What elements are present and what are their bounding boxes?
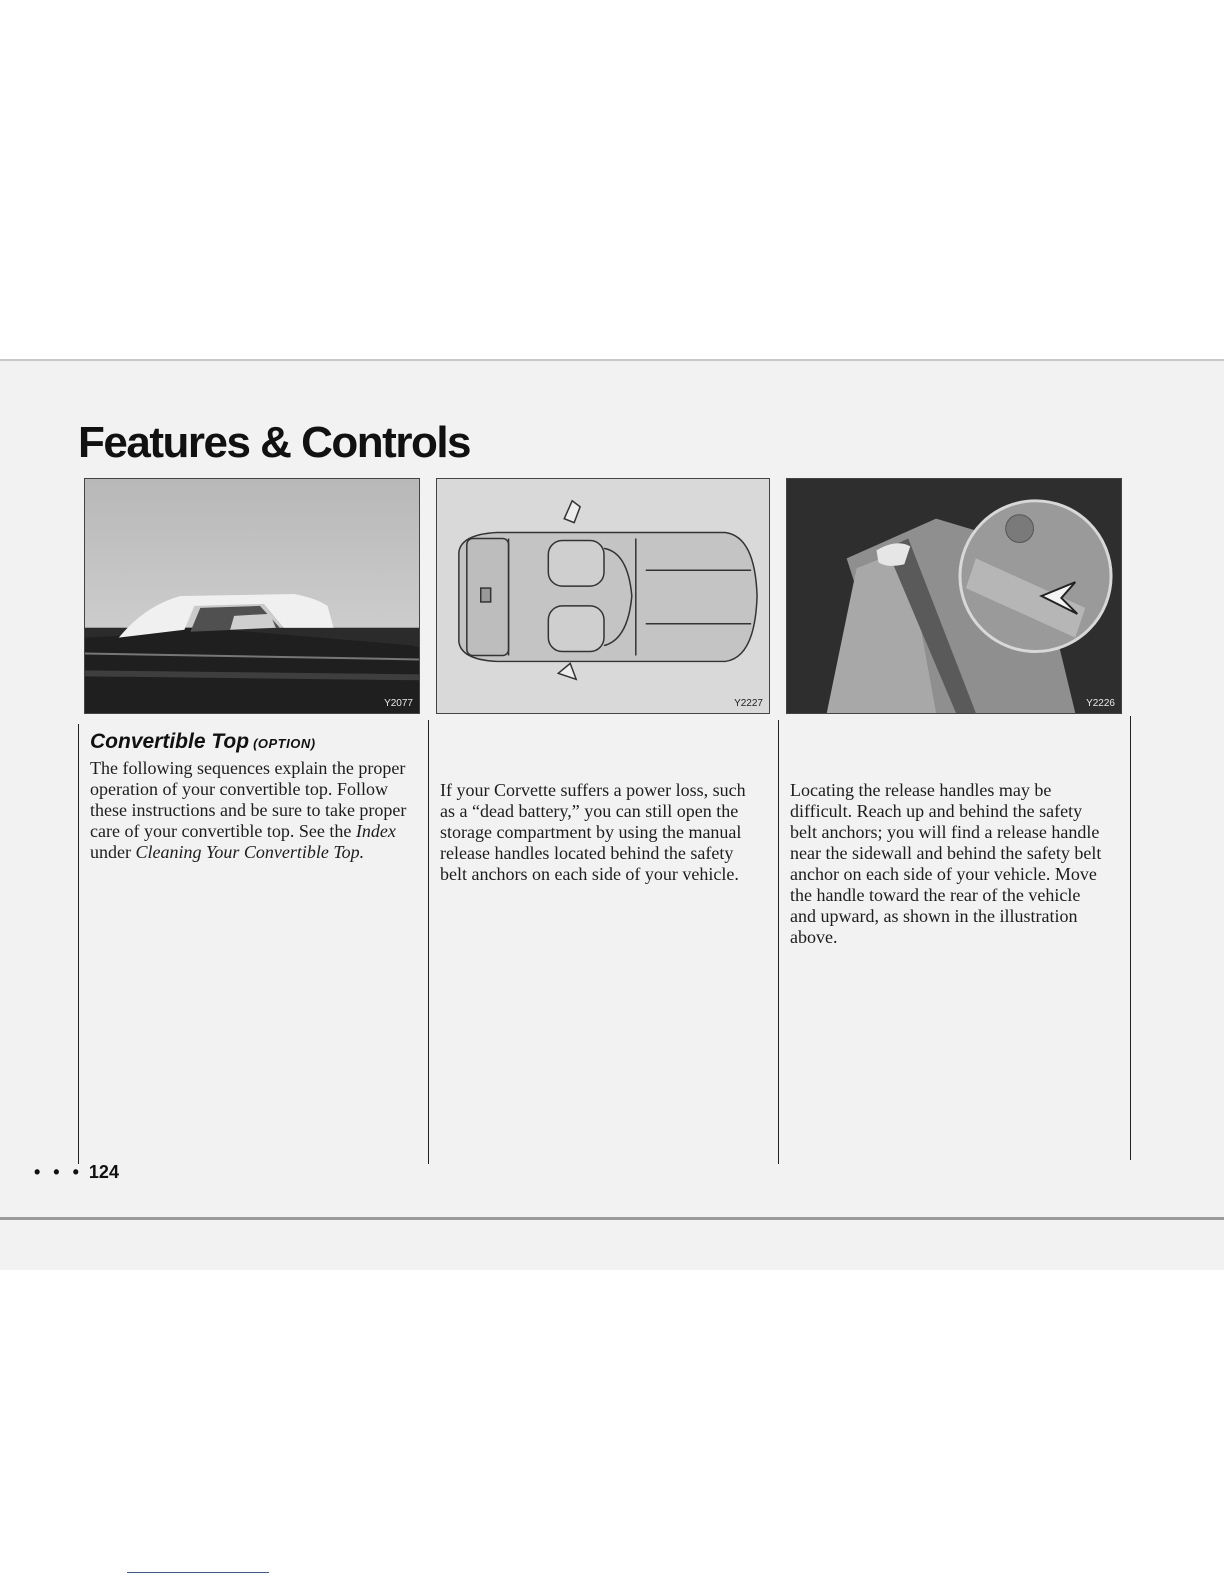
- section-title: [90, 730, 316, 754]
- page-number-value: 124: [88, 1162, 119, 1182]
- column-2-text: If your Corvette suffers a power loss, such as a “dead battery,” you can still open the storage compartment by using the manual release handles located behind the safety belt anchors on each side of your vehicle.: [440, 780, 746, 884]
- column-rule: [1130, 716, 1131, 1160]
- bottom-link-line: [127, 1572, 269, 1573]
- figure-vehicle-top-view: [436, 478, 770, 714]
- column-3-text: Locating the release handles may be difficult. Reach up and behind the safety belt anchors; you will find a release handle near the sidewall and behind the safety belt anchor on each side of your vehicle. Move the handle toward the rear of the vehicle and upward, as shown in the illustration above.: [790, 780, 1102, 947]
- figure-code: Y2227: [734, 698, 763, 709]
- column-rule: [778, 720, 779, 1164]
- col1-body: The following sequences explain the proper operation of your convertible top. Follow these instructions and be sure to take proper care of your convertible top. See the: [90, 758, 407, 841]
- column-rule: [78, 724, 79, 1164]
- figure-convertible-top: [84, 478, 420, 714]
- section-title-option: (OPTION): [253, 736, 316, 751]
- cleaning-reference: Cleaning Your Convertible Top.: [135, 842, 365, 862]
- index-reference: Index: [355, 821, 396, 841]
- figure-code: Y2226: [1086, 698, 1115, 709]
- top-rule: [0, 359, 1224, 361]
- col1-under: under: [90, 842, 136, 862]
- column-1-text: [90, 758, 408, 863]
- page-title: Features & Controls: [78, 418, 471, 467]
- column-rule: [428, 720, 429, 1164]
- section-title-text: Convertible Top: [90, 730, 250, 753]
- vehicle-top-view-diagram: [437, 479, 769, 713]
- release-handle-illustration: [787, 479, 1121, 713]
- figure-code: Y2077: [384, 698, 413, 709]
- convertible-top-illustration: [85, 479, 419, 713]
- figure-release-handle: [786, 478, 1122, 714]
- page-dots: • • •: [34, 1162, 83, 1182]
- page-number: [34, 1162, 119, 1183]
- bottom-rule: [0, 1217, 1224, 1220]
